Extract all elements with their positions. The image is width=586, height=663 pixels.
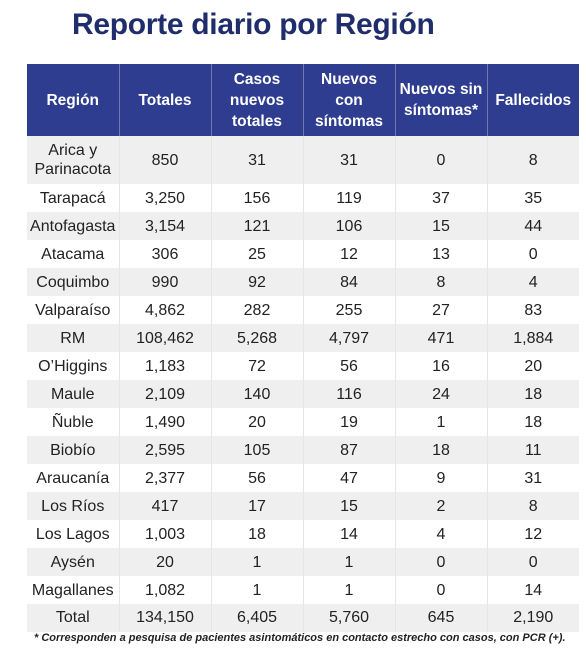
cell-con-sintomas: 31	[303, 136, 395, 184]
total-row	[27, 604, 579, 632]
cell-region: RM	[27, 324, 119, 352]
cell-con-sintomas: 87	[303, 436, 395, 464]
total-fallecidos: 2,190	[487, 604, 579, 632]
table-body	[27, 136, 579, 604]
header-fallecidos: Fallecidos	[487, 64, 579, 136]
cell-sin-sintomas: 2	[395, 492, 487, 520]
cell-fallecidos: 44	[487, 212, 579, 240]
cell-fallecidos: 8	[487, 136, 579, 184]
cell-con-sintomas: 47	[303, 464, 395, 492]
cell-casos-nuevos: 25	[211, 240, 303, 268]
total-label: Total	[27, 604, 119, 632]
cell-fallecidos: 11	[487, 436, 579, 464]
cell-fallecidos: 0	[487, 240, 579, 268]
table-row	[27, 240, 579, 268]
cell-casos-nuevos: 31	[211, 136, 303, 184]
cell-sin-sintomas: 0	[395, 136, 487, 184]
cell-con-sintomas: 14	[303, 520, 395, 548]
cell-con-sintomas: 106	[303, 212, 395, 240]
table-footer	[27, 604, 579, 632]
cell-casos-nuevos: 140	[211, 380, 303, 408]
cell-fallecidos: 14	[487, 576, 579, 604]
cell-totales: 1,003	[119, 520, 211, 548]
cell-totales: 2,595	[119, 436, 211, 464]
total-casos-nuevos: 6,405	[211, 604, 303, 632]
header-row	[27, 64, 579, 136]
cell-totales: 2,109	[119, 380, 211, 408]
cell-fallecidos: 18	[487, 380, 579, 408]
header-totales: Totales	[119, 64, 211, 136]
total-totales: 134,150	[119, 604, 211, 632]
table-row	[27, 576, 579, 604]
page-title: Reporte diario por Región	[72, 8, 435, 41]
cell-region: Ñuble	[27, 408, 119, 436]
regional-report-table	[27, 64, 579, 632]
cell-region: Los Ríos	[27, 492, 119, 520]
cell-fallecidos: 18	[487, 408, 579, 436]
cell-con-sintomas: 12	[303, 240, 395, 268]
cell-fallecidos: 35	[487, 184, 579, 212]
table-row	[27, 520, 579, 548]
cell-con-sintomas: 1	[303, 576, 395, 604]
cell-region: Valparaíso	[27, 296, 119, 324]
cell-casos-nuevos: 18	[211, 520, 303, 548]
table-header	[27, 64, 579, 136]
cell-sin-sintomas: 0	[395, 576, 487, 604]
cell-region: Tarapacá	[27, 184, 119, 212]
cell-fallecidos: 8	[487, 492, 579, 520]
cell-region: Araucanía	[27, 464, 119, 492]
cell-sin-sintomas: 0	[395, 548, 487, 576]
table-row	[27, 492, 579, 520]
cell-casos-nuevos: 56	[211, 464, 303, 492]
cell-totales: 2,377	[119, 464, 211, 492]
cell-fallecidos: 1,884	[487, 324, 579, 352]
cell-sin-sintomas: 16	[395, 352, 487, 380]
table-row	[27, 436, 579, 464]
table-row	[27, 296, 579, 324]
header-region: Región	[27, 64, 119, 136]
header-sin-sintomas: Nuevos sin síntomas*	[395, 64, 487, 136]
cell-con-sintomas: 56	[303, 352, 395, 380]
cell-sin-sintomas: 1	[395, 408, 487, 436]
cell-region: Aysén	[27, 548, 119, 576]
cell-totales: 990	[119, 268, 211, 296]
cell-sin-sintomas: 8	[395, 268, 487, 296]
cell-region: Arica y Parinacota	[27, 136, 119, 184]
cell-totales: 20	[119, 548, 211, 576]
cell-totales: 306	[119, 240, 211, 268]
cell-fallecidos: 0	[487, 548, 579, 576]
cell-casos-nuevos: 121	[211, 212, 303, 240]
cell-fallecidos: 4	[487, 268, 579, 296]
cell-region: Atacama	[27, 240, 119, 268]
cell-totales: 1,490	[119, 408, 211, 436]
cell-con-sintomas: 15	[303, 492, 395, 520]
total-con-sintomas: 5,760	[303, 604, 395, 632]
cell-casos-nuevos: 20	[211, 408, 303, 436]
header-con-sintomas: Nuevos con síntomas	[303, 64, 395, 136]
cell-con-sintomas: 84	[303, 268, 395, 296]
cell-totales: 417	[119, 492, 211, 520]
cell-con-sintomas: 4,797	[303, 324, 395, 352]
cell-casos-nuevos: 5,268	[211, 324, 303, 352]
cell-region: Maule	[27, 380, 119, 408]
cell-region: O’Higgins	[27, 352, 119, 380]
cell-fallecidos: 31	[487, 464, 579, 492]
cell-casos-nuevos: 156	[211, 184, 303, 212]
table-row	[27, 352, 579, 380]
cell-totales: 108,462	[119, 324, 211, 352]
cell-casos-nuevos: 1	[211, 548, 303, 576]
cell-totales: 4,862	[119, 296, 211, 324]
table-row	[27, 184, 579, 212]
header-casos-nuevos: Casos nuevos totales	[211, 64, 303, 136]
cell-region: Coquimbo	[27, 268, 119, 296]
cell-casos-nuevos: 92	[211, 268, 303, 296]
footnote: * Corresponden a pesquisa de pacientes asintomáticos en contacto estrecho con casos, con PCR (+).	[34, 632, 566, 644]
cell-sin-sintomas: 471	[395, 324, 487, 352]
table-row	[27, 136, 579, 184]
cell-sin-sintomas: 18	[395, 436, 487, 464]
cell-casos-nuevos: 1	[211, 576, 303, 604]
cell-casos-nuevos: 72	[211, 352, 303, 380]
cell-con-sintomas: 1	[303, 548, 395, 576]
cell-fallecidos: 20	[487, 352, 579, 380]
table-row	[27, 268, 579, 296]
cell-sin-sintomas: 15	[395, 212, 487, 240]
table-row	[27, 212, 579, 240]
cell-casos-nuevos: 282	[211, 296, 303, 324]
cell-region: Los Lagos	[27, 520, 119, 548]
cell-totales: 1,183	[119, 352, 211, 380]
cell-con-sintomas: 116	[303, 380, 395, 408]
cell-region: Biobío	[27, 436, 119, 464]
cell-sin-sintomas: 27	[395, 296, 487, 324]
table-row	[27, 380, 579, 408]
cell-casos-nuevos: 17	[211, 492, 303, 520]
cell-totales: 3,154	[119, 212, 211, 240]
cell-totales: 3,250	[119, 184, 211, 212]
table-row	[27, 324, 579, 352]
cell-con-sintomas: 255	[303, 296, 395, 324]
cell-con-sintomas: 19	[303, 408, 395, 436]
cell-sin-sintomas: 13	[395, 240, 487, 268]
table-row	[27, 464, 579, 492]
cell-sin-sintomas: 4	[395, 520, 487, 548]
cell-sin-sintomas: 37	[395, 184, 487, 212]
cell-totales: 1,082	[119, 576, 211, 604]
total-sin-sintomas: 645	[395, 604, 487, 632]
cell-con-sintomas: 119	[303, 184, 395, 212]
table-row	[27, 408, 579, 436]
cell-totales: 850	[119, 136, 211, 184]
cell-region: Magallanes	[27, 576, 119, 604]
cell-casos-nuevos: 105	[211, 436, 303, 464]
cell-fallecidos: 12	[487, 520, 579, 548]
cell-sin-sintomas: 9	[395, 464, 487, 492]
cell-fallecidos: 83	[487, 296, 579, 324]
cell-region: Antofagasta	[27, 212, 119, 240]
table-row	[27, 548, 579, 576]
cell-sin-sintomas: 24	[395, 380, 487, 408]
